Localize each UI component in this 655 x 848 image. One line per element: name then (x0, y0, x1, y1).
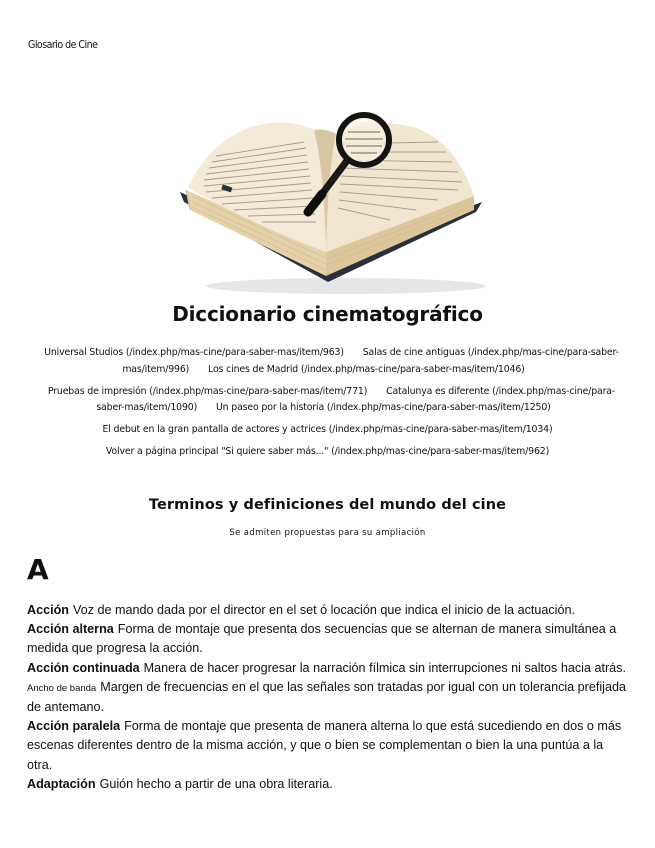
entry-definition: Margen de frecuencias en el que las señales son tratadas por igual con un tolerancia prefijada de antemano. (27, 679, 626, 715)
links-row-4 (30, 444, 625, 461)
links-row-2 (30, 384, 625, 417)
glossary-entry (27, 775, 627, 794)
link-debut-gran-pantalla[interactable]: El debut en la gran pantalla de actores y actrices (/index.php/mas-cine/para-saber-mas/item/1034) (102, 424, 553, 435)
section-letter: A (27, 553, 49, 586)
document-title: Glosario de Cine (28, 38, 98, 51)
glossary-entry (27, 620, 627, 658)
glossary-entry (27, 678, 627, 717)
glossary-entry (27, 717, 627, 775)
link-paseo-historia[interactable]: Un paseo por la historia (/index.php/mas-cine/para-saber-mas/item/1250) (215, 402, 551, 413)
page-title: Diccionario cinematográfico (172, 302, 483, 326)
entry-term: Ancho de banda (27, 682, 97, 694)
entry-definition: Guión hecho a partir de una obra literaria. (99, 776, 333, 791)
links-row-1 (30, 345, 625, 378)
link-catalunya-diferente[interactable]: Catalunya es diferente (/index.php/mas-cine/para-saber-mas/item/1090) (96, 385, 616, 413)
glossary-entry (27, 659, 627, 678)
entry-term: Acción continuada (27, 660, 140, 675)
link-cines-madrid[interactable]: Los cines de Madrid (/index.php/mas-cine/para-saber-mas/item/1046) (208, 363, 525, 375)
entry-term: Acción alterna (27, 622, 114, 637)
entry-term: Adaptación (27, 776, 96, 791)
link-pruebas-impresion[interactable]: Pruebas de impresión (/index.php/mas-cine/para-saber-mas/item/771) (47, 385, 368, 397)
entry-definition: Manera de hacer progresar la narración fílmica sin interrupciones ni saltos hacia atrás. (143, 660, 626, 675)
entry-definition: Forma de montaje que presenta de manera alterna lo que está sucediendo en dos o más escenas diferentes dentro de la misma acción, y que o bien se complementan o bien la una puntúa a la otra. (27, 719, 622, 772)
entry-definition: Forma de montaje que presenta dos secuencias que se alternan de manera simultánea a medida que progresa la acción. (27, 622, 617, 656)
entry-term: Acción (27, 603, 69, 617)
section-subtitle: Terminos y definiciones del mundo del cine (148, 497, 507, 513)
proposals-note: Se admiten propuestas para su ampliación (229, 528, 426, 538)
related-links (30, 345, 625, 466)
link-universal-studios[interactable]: Universal Studios (/index.php/mas-cine/para-saber-mas/item/963) (44, 347, 344, 358)
dictionary-magnifier-illustration (176, 110, 486, 300)
link-volver-pagina-principal[interactable]: Volver a página principal "Si quiere saber más..." (/index.php/mas-cine/para-saber-mas/item/962) (105, 446, 550, 457)
glossary-entry (27, 601, 627, 620)
links-row-3 (30, 422, 625, 439)
link-salas-cine-antiguas[interactable]: Salas de cine antiguas (/index.php/mas-cine/para-saber-mas/item/996) (122, 347, 619, 375)
entry-term: Acción paralela (27, 719, 121, 734)
glossary-entries (27, 601, 627, 794)
entry-definition: Voz de mando dada por el director en el set ó locación que indica el inicio de la actuación. (73, 603, 575, 617)
